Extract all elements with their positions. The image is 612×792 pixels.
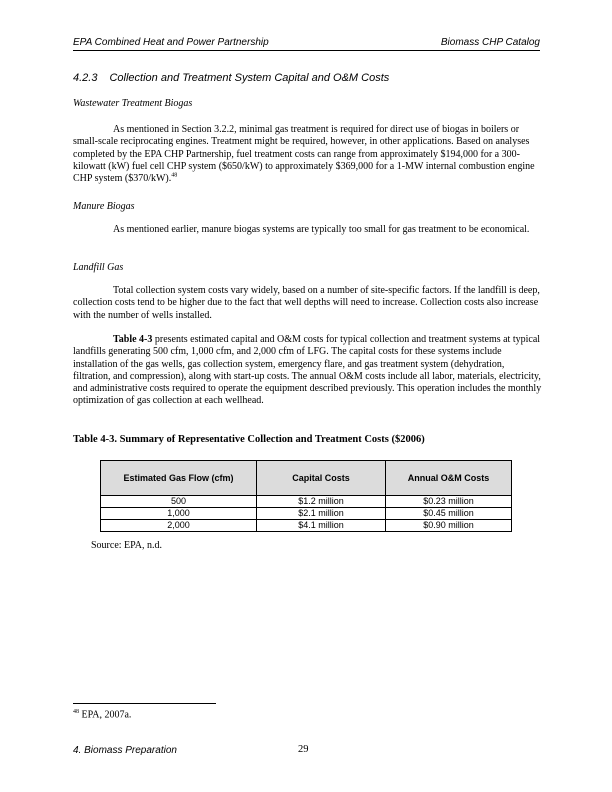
footnote-ref: 48	[171, 172, 178, 179]
column-header-gas-flow: Estimated Gas Flow (cfm)	[101, 461, 257, 496]
cell-capital: $2.1 million	[257, 508, 386, 520]
section-title: Collection and Treatment System Capital and O&M Costs	[109, 72, 390, 84]
table-header-row	[101, 461, 512, 496]
footer-chapter: 4. Biomass Preparation	[73, 745, 177, 756]
header-left: EPA Combined Heat and Power Partnership	[73, 37, 269, 48]
table-source: Source: EPA, n.d.	[91, 540, 163, 551]
page-number: 29	[298, 744, 309, 755]
cell-om: $0.45 million	[386, 508, 512, 520]
subheading-wastewater: Wastewater Treatment Biogas	[73, 98, 193, 109]
paragraph-wastewater-text: As mentioned in Section 3.2.2, minimal gas treatment is required for direct use of biogas in boilers or small-scale reciprocating engines. Treatment might be required, however, in other applications. Based on analyses completed by the EPA CHP Partnership, fuel treatment costs can range from approximately $194,000 for a 300-kilowatt (kW) fuel cell CHP system ($650/kW) to approximately $369,000 for a 1-MW internal combustion engine CHP system ($370/kW).	[73, 124, 535, 185]
column-header-om: Annual O&M Costs	[386, 461, 512, 496]
cell-om: $0.90 million	[386, 520, 512, 532]
cell-gas-flow: 2,000	[101, 520, 257, 532]
cell-gas-flow: 500	[101, 496, 257, 508]
paragraph-wastewater	[73, 124, 543, 185]
subheading-landfill: Landfill Gas	[73, 262, 124, 273]
header-right: Biomass CHP Catalog	[440, 37, 540, 48]
footnote-text: EPA, 2007a.	[79, 709, 132, 721]
table-caption: Table 4-3. Summary of Representative Collection and Treatment Costs ($2006)	[73, 434, 425, 445]
table-row	[101, 496, 512, 508]
section-number: 4.2.3	[73, 72, 98, 84]
paragraph-landfill-1: Total collection system costs vary widely, based on a number of site-specific factors. If the landfill is deep, collection costs tend to be higher due to the fact that well depths will need to increase. Collection costs also increase with the number of wells installed.	[73, 285, 540, 321]
paragraph-landfill-2-text: presents estimated capital and O&M costs for typical collection and treatment systems at typical landfills generating 500 cfm, 1,000 cfm, and 2,000 cfm of LFG. The capital costs for these systems include installation of the gas wells, gas collection system, emergency flare, and gas treatment system (dehydration, filtration, and compression), along with start-up costs. The annual O&M costs include all labor, materials, electricity, and administrative costs required to operate the equipment described previously. This operation includes the monthly optimization of gas collection at each wellhead.	[73, 334, 542, 407]
paragraph-landfill-2	[73, 334, 543, 408]
subheading-manure: Manure Biogas	[73, 201, 135, 212]
table-row	[101, 520, 512, 532]
table-row	[101, 508, 512, 520]
paragraph-manure: As mentioned earlier, manure biogas systems are typically too small for gas treatment to be economical.	[113, 224, 530, 235]
cell-capital: $1.2 million	[257, 496, 386, 508]
footnote	[73, 709, 131, 720]
section-heading	[73, 72, 389, 84]
footnote-number: 48	[73, 709, 79, 715]
column-header-capital: Capital Costs	[257, 461, 386, 496]
cost-table	[100, 460, 512, 532]
page-header	[73, 37, 540, 51]
table-reference-link[interactable]: Table 4-3	[113, 334, 153, 345]
cell-capital: $4.1 million	[257, 520, 386, 532]
cell-gas-flow: 1,000	[101, 508, 257, 520]
cell-om: $0.23 million	[386, 496, 512, 508]
footnote-divider	[73, 703, 216, 704]
